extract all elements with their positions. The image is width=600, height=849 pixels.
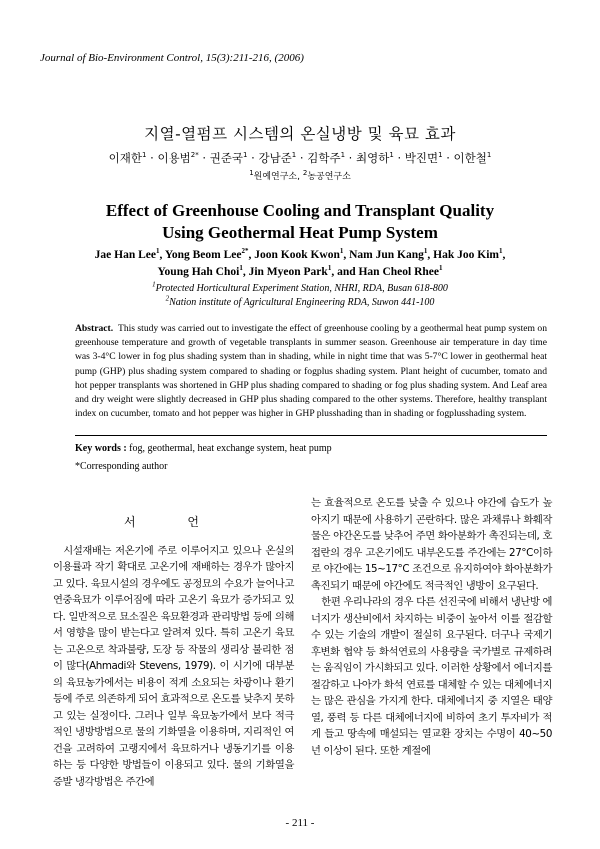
english-author: Jae Han Lee$^1$: [94, 247, 160, 261]
abstract-label: Abstract.: [75, 323, 114, 334]
body-paragraph: 시설재배는 저온기에 주로 이루어지고 있으나 온실의 이용률과 작기 확대로 고온기에 재배하는 경우가 많아지고 있다. 육묘시설의 경우에도 공정묘의 수요가 늘어나고 연중육묘가 이루어짐에 따라 고온기 육묘가 증가되고 있다. 일반적으로 묘소질은 육묘환경과 관리방법 등에 의해서 영향을 많이 받는다고 알려져 있다. 특히 고온기 육묘는 고온으로 착과불량, 도장 등 작물의 생리상 불리한 점이 많다(Ahmadi와 Stevens, 1979). 이 시기에 대부분의 육묘농가에서는 비용이 적게 소요되는 차광이나 환기 등에 주로 의존하게 되어 효과적으로 온도를 낮추지 못하고 있는 실정이다. 그러나 일부 육묘농가에서 보다 적극적인 냉방방법으로 물의 기화열을 이용하며, 지리적인 여건을 고려하여 고랭지에서 육묘하거나 냉동기기를 이용하는 등 다양한 방법들이 이용되고 있다. 물의 기화열을 증발 냉각방법은 주간에: [53, 544, 294, 788]
korean-title: 지열-열펌프 시스템의 온실냉방 및 육묘 효과: [144, 125, 456, 143]
body-paragraph: 한편 우리나라의 경우 다른 선진국에 비해서 냉난방 에너지가 생산비에서 차지하는 비중이 높아서 이를 절감할 수 있는 기술의 개발이 절실히 요구된다. 더구나 국제기후변화 협약 등 화석연료의 사용량을 국가별로 규제하려는 움직임이 가시화되고 있다. 이러한 상황에서 에너지를 절감하고 나아가 화석 연료를 대체할 수 있는 대체에너지는 많은 관심을 가지게 한다. 대체에너지 중 지열은 태양열, 풍력 등 다른 대체에너지에 비하여 초기 투자비가 적게 들고 땅속에 매설되는 열교환 장치는 수명이 40~50년 이상이 된다. 또한 계절에: [311, 596, 552, 757]
abstract: [75, 322, 547, 421]
english-author: Yong Beom Lee$^{2*}$: [164, 247, 249, 261]
page-number: - 211 -: [285, 817, 315, 829]
abstract-divider: [75, 435, 547, 436]
section-heading: 서 언: [124, 515, 223, 529]
korean-author: 이재한$^1$: [108, 151, 147, 165]
korean-author: 권준국$^1$: [209, 151, 248, 165]
english-author: Nam Jun Kang$^1$: [349, 247, 428, 261]
korean-author: 최영하$^1$: [356, 151, 394, 165]
english-author: Joon Kook Kwon$^1$: [254, 247, 344, 261]
korean-author: 이용범$^{2*}$: [157, 151, 199, 165]
body-column-right: [311, 495, 552, 759]
english-author: Young Hah Choi$^1$: [157, 264, 243, 278]
english-author: and Han Cheol Rhee$^1$: [337, 264, 443, 278]
english-author: Hak Joo Kim$^1$: [433, 247, 503, 261]
korean-author: 강남준$^1$: [258, 151, 297, 165]
korean-author: 김학주$^1$: [307, 151, 346, 165]
journal-citation: Journal of Bio-Environment Control, 15(3):211-216, (2006): [40, 52, 304, 64]
keywords: Key words : fog, geothermal, heat exchange system, heat pump: [75, 443, 332, 454]
abstract-text: This study was carried out to investigate the effect of greenhouse cooling by a geothermal heat pump system on greenhouse temperature and growth of vegetable transplants in summer season. Greenhouse air temperature in day time was 3-4°C lower in fog plus shading system than in shading, while in night time that was 5-7°C lower in geothermal heat pump (GHP) plus shading system compared to shading or fogplus shading system. Plant height of cucumber, tomato and hot pepper transplants was shortened in GHP plus shading compared to shading or fog plus shading system. And Leaf area and dry weight were slightly decreased in GHP plus shading compared to the other systems. Therefore, healthy transplant index on cucumber, tomato and hot pepper was higher in GHP plusshading than in shading or fogplusshading system.: [75, 323, 548, 420]
english-authors: Jae Han Lee$^1$, Yong Beom Lee$^{2*}$, Joon Kook Kwon$^1$, Nam Jun Kang$^1$, Hak Joo Kim$^1$, Young Hah Choi$^1$, Jin Myeon Park$^1$, and Han Cheol Rhee$^1$: [94, 247, 506, 278]
english-title: Effect of Greenhouse Cooling and Transplant Quality Using Geothermal Heat Pump System: [105, 201, 495, 242]
korean-authors: 이재한$^1$ · 이용범$^{2*}$ · 권준국$^1$ · 강남준$^1$ · 김학주$^1$ · 최영하$^1$ · 박진면$^1$ · 이한철$^1$: [108, 151, 492, 165]
korean-affiliations: $^1$원예연구소, $^2$농공연구소: [249, 169, 351, 182]
english-affiliations: $^1$Protected Horticultural Experiment Station, NHRI, RDA, Busan 618-800 $^2$Nation institute of Agricultural Engineering RDA, Suwon 441-100: [152, 280, 448, 308]
body-paragraph: 는 효율적으로 온도를 낮출 수 있으나 야간에 습도가 높아지기 때문에 사용하기 곤란하다. 많은 과채류나 화훼작물은 야간온도를 낮추어 주면 화아분화가 촉진되는데, 호접란의 경우 고온기에도 내부온도를 주간에는 27°C이하로 야간에는 15~17°C 조건으로 유지하여야 화아분화가 촉진되기 때문에 야간에도 적극적인 냉방이 요구된다.: [311, 497, 552, 592]
english-author: Jin Myeon Park$^1$: [248, 264, 332, 278]
corresponding-author-note: *Corresponding author: [75, 461, 168, 472]
korean-author: 이한철$^1$: [453, 151, 492, 165]
body-column-left: [53, 508, 294, 790]
korean-author: 박진면$^1$: [404, 151, 443, 165]
